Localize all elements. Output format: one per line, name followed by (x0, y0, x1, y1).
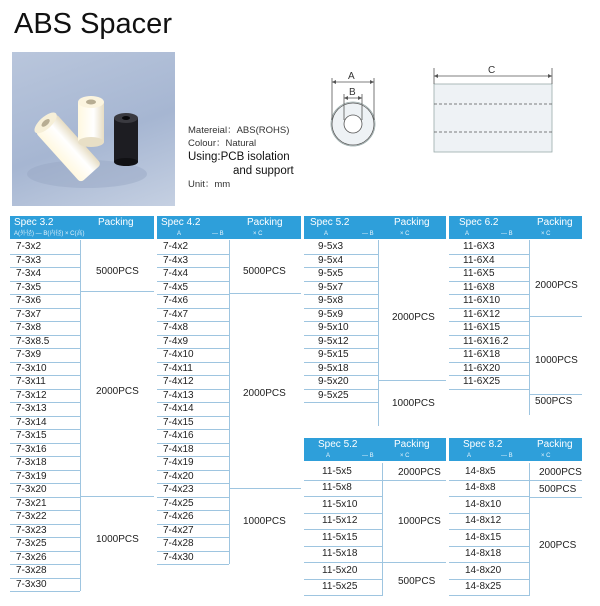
size-cell: 7-3x20 (16, 484, 47, 495)
table-header (304, 438, 446, 452)
packing-cell: 2000PCS (243, 388, 286, 399)
using-text: Using:PCB isolation (188, 151, 290, 163)
size-cell: 14-8x25 (465, 581, 502, 592)
size-cell: 7-4x18 (163, 443, 194, 455)
size-cell: 7-4x9 (163, 335, 189, 347)
size-cell: 7-3x16 (16, 443, 47, 455)
table-header (10, 216, 154, 230)
size-cell: 9-5x5 (318, 268, 344, 279)
size-cell: 9-5x15 (318, 349, 349, 360)
row-divider (157, 564, 229, 565)
size-cell: 7-3x18 (16, 457, 47, 468)
size-cell: 9-5x8 (318, 295, 344, 306)
packing-cell: 2000PCS (96, 386, 139, 397)
size-cell: 11-6X4 (463, 254, 495, 266)
size-cell: 9-5x7 (318, 281, 344, 293)
spec-tables (10, 216, 582, 600)
size-cell: 7-3x26 (16, 551, 47, 563)
size-cell: 7-4x27 (163, 524, 194, 536)
table-header (304, 216, 446, 230)
material-text: Matereial：ABS(ROHS) (188, 125, 290, 136)
packing-header: Packing (247, 217, 283, 228)
size-cell: 14-8x12 (465, 515, 502, 526)
packing-cell: 5000PCS (96, 266, 139, 277)
spec-header: Spec 5.2 (310, 217, 350, 228)
size-cell: 11-5x5 (322, 465, 352, 477)
size-cell: 9-5x3 (318, 241, 344, 252)
row-divider (449, 595, 529, 596)
dimension-subheader (157, 230, 301, 239)
size-cell: 7-3x7 (16, 308, 42, 320)
dimension-subheader (10, 230, 154, 239)
subheader-b: — B (362, 231, 374, 237)
size-cell: 7-4x8 (163, 322, 189, 333)
packing-cell: 1000PCS (535, 355, 578, 366)
size-cell: 9-5x12 (318, 335, 349, 347)
size-cell: 7-4x30 (163, 551, 194, 563)
size-cell: 9-5x9 (318, 308, 344, 320)
dimension-subheader (304, 452, 446, 461)
packing-cell: 1000PCS (398, 516, 441, 527)
size-cell: 11-6X3 (463, 241, 495, 252)
table-spec-5-2-bottom (304, 438, 446, 600)
size-cell: 7-3x2 (16, 241, 42, 252)
size-cell: 7-4x23 (163, 484, 194, 495)
size-cell: 7-3x28 (16, 565, 47, 576)
subheader-c: × C (541, 453, 551, 459)
dimension-subheader (304, 230, 446, 239)
size-cell: 11-6X18 (463, 349, 501, 360)
size-cell: 7-3x8 (16, 322, 42, 333)
size-cell: 7-4x28 (163, 538, 194, 549)
size-cell: 11-6X5 (463, 268, 495, 279)
size-cell: 11-5x20 (322, 564, 358, 576)
size-cell: 11-6X8 (463, 281, 495, 293)
size-cell: 14-8x18 (465, 548, 502, 559)
packing-header: Packing (394, 217, 430, 228)
packing-cell: 2000PCS (539, 467, 582, 478)
size-cell: 11-6X20 (463, 362, 501, 374)
size-cell: 7-4x14 (163, 403, 194, 414)
table-header (157, 216, 301, 230)
colour-text: Colour：Natural (188, 138, 257, 149)
table-spec-8-2 (449, 438, 582, 600)
size-cell: 7-3x30 (16, 578, 47, 590)
subheader-c: × C (400, 453, 410, 459)
size-cell: 7-3x25 (16, 538, 47, 549)
subheader-a: A (465, 231, 470, 237)
spec-header: Spec 6.2 (459, 217, 499, 228)
subheader-c: × C (400, 231, 410, 237)
size-cell: 7-3x10 (16, 362, 47, 374)
subheader-a: A (326, 453, 331, 459)
packing-cell: 1000PCS (243, 516, 286, 527)
label-a: A (348, 71, 355, 82)
page-title: ABS Spacer (14, 8, 172, 40)
size-cell: 11-5x18 (322, 548, 358, 559)
size-cell: 9-5x4 (318, 254, 344, 266)
unit-text: Unit：mm (188, 179, 231, 190)
table-header (449, 216, 582, 230)
size-cell: 7-3x12 (16, 389, 47, 401)
size-cell: 7-4x4 (163, 268, 189, 279)
size-cell: 7-3x22 (16, 511, 47, 522)
packing-header: Packing (537, 439, 573, 450)
size-cell: 7-3x5 (16, 281, 42, 293)
size-cell: 11-6X25 (463, 376, 501, 387)
spec-header: Spec 3.2 (14, 217, 54, 228)
packing-header: Packing (98, 217, 134, 228)
packing-cell: 2000PCS (535, 280, 578, 291)
size-cell: 11-5x8 (322, 482, 352, 493)
subheader-a: A (177, 231, 182, 237)
size-cell: 7-3x11 (16, 376, 46, 387)
size-cell: 11-6X16.2 (463, 335, 509, 347)
size-cell: 7-4x3 (163, 254, 189, 266)
packing-cell: 500PCS (539, 484, 577, 495)
size-cell: 9-5x25 (318, 389, 349, 401)
packing-cell: 500PCS (535, 396, 573, 407)
dimension-drawing (320, 62, 560, 156)
size-cell: 7-3x21 (16, 497, 47, 509)
subheader-b: — B (212, 231, 224, 237)
table-spec-4-2 (157, 216, 301, 600)
row-divider (10, 591, 80, 592)
size-cell: 7-4x16 (163, 430, 194, 441)
spec-header: Spec 8.2 (463, 439, 503, 450)
size-cell: 11-5x12 (322, 515, 358, 526)
size-cell: 7-3x9 (16, 349, 42, 360)
packing-cell: 500PCS (398, 576, 436, 587)
table-header (449, 438, 582, 452)
dimension-subheader (449, 452, 582, 461)
size-cell: 7-4x26 (163, 511, 194, 522)
packing-header: Packing (537, 217, 573, 228)
table-spec-3-2 (10, 216, 154, 600)
table-spec-6-2 (449, 216, 582, 426)
size-cell: 11-6X12 (463, 308, 501, 320)
row-divider (304, 402, 378, 403)
size-cell: 7-3x3 (16, 254, 42, 266)
size-cell: 9-5x20 (318, 376, 349, 387)
spec-header: Spec 4.2 (161, 217, 201, 228)
subheader-b: — B (501, 231, 513, 237)
size-cell: 7-3x23 (16, 524, 47, 536)
subheader-c: × C (253, 231, 263, 237)
packing-header: Packing (394, 439, 430, 450)
size-cell: 7-3x15 (16, 430, 47, 441)
subheader-b: — B (501, 453, 513, 459)
subheader-a: A (324, 231, 329, 237)
size-cell: 14-8x5 (465, 465, 496, 477)
size-cell: 7-4x10 (163, 349, 194, 360)
row-divider (304, 595, 382, 596)
size-cell: 7-4x6 (163, 295, 189, 306)
size-cell: 14-8x8 (465, 482, 496, 493)
size-cell: 14-8x20 (465, 564, 502, 576)
label-b: B (349, 87, 356, 98)
packing-cell: 2000PCS (392, 312, 435, 323)
packing-cell: 5000PCS (243, 266, 286, 277)
size-cell: 11-5x15 (322, 531, 358, 543)
spec-info (188, 124, 294, 191)
size-cell: 7-3x6 (16, 295, 42, 306)
size-cell: 14-8x15 (465, 531, 502, 543)
label-c: C (488, 65, 496, 76)
subheader-text: A(外径) — B(内径) × C(高) (14, 231, 85, 237)
size-cell: 11-6X10 (463, 295, 501, 306)
size-cell: 11-5x10 (322, 498, 358, 510)
subheader-a: A (467, 453, 472, 459)
size-cell: 9-5x18 (318, 362, 349, 374)
size-cell: 11-5x25 (322, 581, 358, 592)
size-cell: 9-5x10 (318, 322, 349, 333)
table-spec-5-2-top (304, 216, 446, 426)
subheader-b: — B (362, 453, 374, 459)
packing-cell: 2000PCS (398, 467, 441, 478)
size-cell: 7-4x25 (163, 497, 194, 509)
packing-cell: 1000PCS (392, 398, 435, 409)
size-cell: 14-8x10 (465, 498, 502, 510)
size-cell: 7-4x20 (163, 470, 194, 482)
subheader-c: × C (541, 231, 551, 237)
spec-header: Spec 5.2 (318, 439, 358, 450)
size-cell: 7-4x12 (163, 376, 194, 387)
row-divider (449, 389, 529, 390)
size-cell: 7-4x19 (163, 457, 194, 468)
size-cell: 7-4x11 (163, 362, 193, 374)
product-photo (12, 52, 175, 206)
size-cell: 7-3x8.5 (16, 335, 50, 347)
packing-cell: 200PCS (539, 540, 577, 551)
size-cell: 7-4x2 (163, 241, 189, 252)
size-cell: 7-4x15 (163, 416, 194, 428)
size-cell: 7-4x5 (163, 281, 189, 293)
size-cell: 7-4x7 (163, 308, 189, 320)
size-cell: 7-3x14 (16, 416, 47, 428)
size-cell: 11-6X15 (463, 322, 501, 333)
dimension-subheader (449, 230, 582, 239)
size-cell: 7-3x4 (16, 268, 42, 279)
packing-cell: 1000PCS (96, 534, 139, 545)
using-text-2: and support (233, 165, 294, 177)
size-cell: 7-4x13 (163, 389, 194, 401)
size-cell: 7-3x19 (16, 470, 47, 482)
size-cell: 7-3x13 (16, 403, 47, 414)
